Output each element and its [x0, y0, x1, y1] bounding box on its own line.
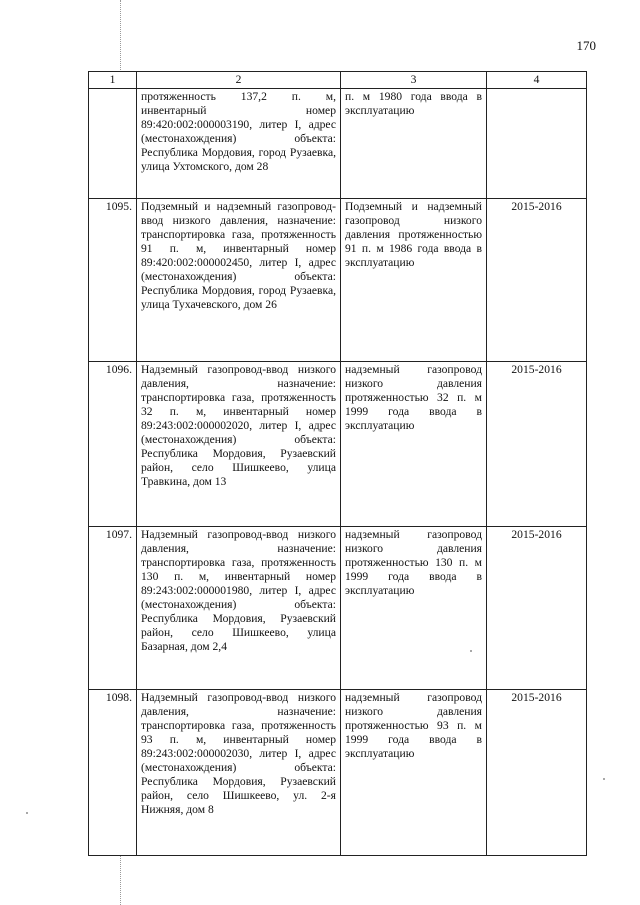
scan-speck [26, 812, 28, 814]
row-number: 1098. [89, 690, 137, 856]
property-register-table [88, 71, 587, 856]
row-number: 1096. [89, 362, 137, 527]
column-header-3: 3 [341, 72, 487, 89]
object-characteristics: надземный газопровод низкого давления протяженностью 130 п. м 1999 года ввода в эксплуатацию [341, 527, 487, 690]
transfer-period: 2015-2016 [487, 199, 587, 362]
page-number: 170 [576, 38, 596, 53]
object-characteristics: Подземный и надземный газопровод низкого давления протяженностью 91 п. м 1986 года ввода в эксплуатацию [341, 199, 487, 362]
object-description: протяженность 137,2 п. м, инвентарный номер 89:420:002:000003190, литер I, адрес (местонахождения) объекта: Республика Мордовия, город Рузаевка, улица Ухтомского, дом 28 [137, 89, 341, 199]
object-characteristics: надземный газопровод низкого давления протяженностью 32 п. м 1999 года ввода в эксплуатацию [341, 362, 487, 527]
table-row [89, 362, 587, 527]
transfer-period [487, 89, 587, 199]
row-number: 1095. [89, 199, 137, 362]
column-header-1: 1 [89, 72, 137, 89]
scan-margin-mark-bottom [120, 855, 122, 905]
table-row [89, 527, 587, 690]
transfer-period: 2015-2016 [487, 690, 587, 856]
object-description: Надземный газопровод-ввод низкого давления, назначение: транспортировка газа, протяженность 93 п. м, инвентарный номер 89:243:002:000002030, литер I, адрес (местонахождения) объекта: Республика Мордовия, Рузаевский район, село Шишкеево, ул. 2-я Нижняя, дом 8 [137, 690, 341, 856]
object-description: Подземный и надземный газопровод-ввод низкого давления, назначение: транспортировка газа, протяженность 91 п. м, инвентарный номер 89:420:002:000002450, литер I, адрес (местонахождения) объекта: Республика Мордовия, город Рузаевка, улица Тухачевского, дом 26 [137, 199, 341, 362]
object-characteristics: надземный газопровод низкого давления протяженностью 93 п. м 1999 года ввода в эксплуатацию [341, 690, 487, 856]
transfer-period: 2015-2016 [487, 362, 587, 527]
table-header-row [89, 72, 587, 89]
object-description: Надземный газопровод-ввод низкого давления, назначение: транспортировка газа, протяженность 32 п. м, инвентарный номер 89:243:002:000002020, литер I, адрес (местонахождения) объекта: Республика Мордовия, Рузаевский район, село Шишкеево, улица Травкина, дом 13 [137, 362, 341, 527]
object-characteristics: п. м 1980 года ввода в эксплуатацию [341, 89, 487, 199]
object-description: Надземный газопровод-ввод низкого давления, назначение: транспортировка газа, протяженность 130 п. м, инвентарный номер 89:243:002:000001980, литер I, адрес (местонахождения) объекта: Республика Мордовия, Рузаевский район, село Шишкеево, улица Базарная, дом 2,4 [137, 527, 341, 690]
scan-speck [603, 778, 605, 780]
row-number: 1097. [89, 527, 137, 690]
transfer-period: 2015-2016 [487, 527, 587, 690]
table-row [89, 199, 587, 362]
column-header-2: 2 [137, 72, 341, 89]
table-row [89, 89, 587, 199]
table-row [89, 690, 587, 856]
scan-margin-mark-top [120, 0, 122, 72]
column-header-4: 4 [487, 72, 587, 89]
row-number [89, 89, 137, 199]
